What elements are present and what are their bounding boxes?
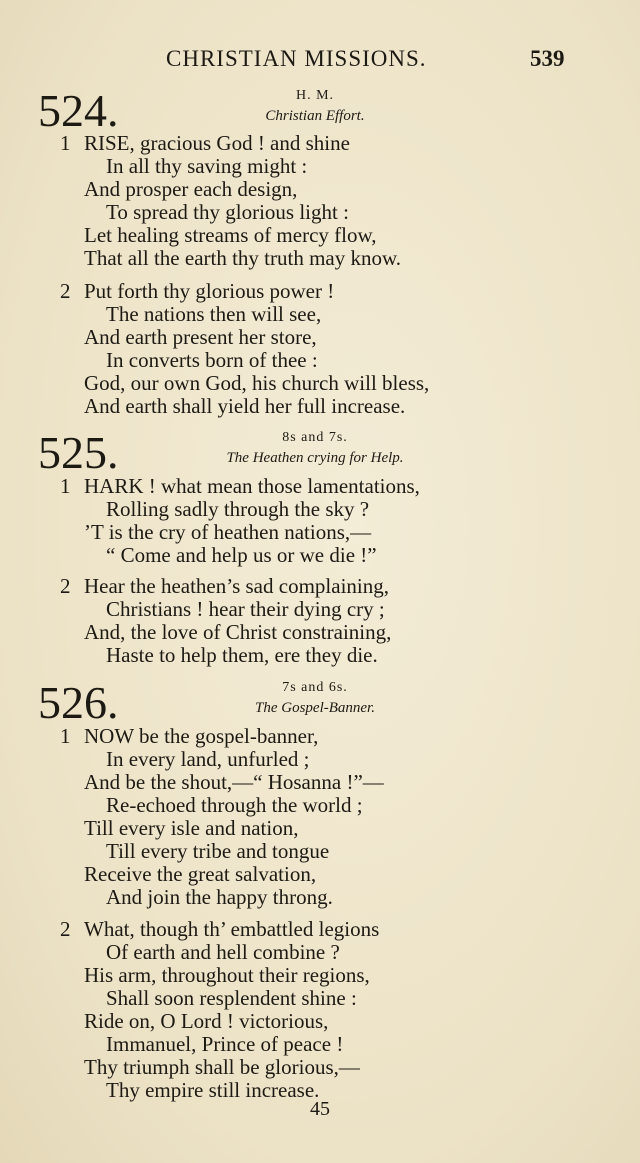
verse-line: In converts born of thee : <box>106 348 318 372</box>
hymn-number: 525. <box>38 427 119 478</box>
running-title: CHRISTIAN MISSIONS. <box>166 46 427 71</box>
verse-line: Hear the heathen’s sad complaining, <box>84 574 389 598</box>
verse-line: “ Come and help us or we die !” <box>106 543 377 567</box>
hymn-number: 524. <box>38 85 119 136</box>
verse-number: 1 <box>60 131 71 155</box>
hymn-subtitle: The Heathen crying for Help. <box>226 450 404 466</box>
running-header <box>0 46 640 76</box>
verse-line: And, the love of Christ constraining, <box>84 620 392 644</box>
verse-line: RISE, gracious God ! and shine <box>84 131 350 155</box>
verse-line: Re-echoed through the world ; <box>106 793 363 817</box>
verse-line: The nations then will see, <box>106 302 322 326</box>
hymn-meter: 8s and 7s. <box>282 430 348 445</box>
verse-line: Of earth and hell combine ? <box>106 940 340 964</box>
verse-line: In all thy saving might : <box>106 154 308 178</box>
verse-line: And earth shall yield her full increase. <box>84 394 406 418</box>
verse-line: His arm, throughout their regions, <box>84 963 370 987</box>
verse-line: And earth present her store, <box>84 325 317 349</box>
verse-line: HARK ! what mean those lamentations, <box>84 474 420 498</box>
verse-number: 2 <box>60 574 71 598</box>
verse-line: Christians ! hear their dying cry ; <box>106 597 385 621</box>
page-number: 539 <box>530 46 565 71</box>
verse-line: Ride on, O Lord ! victorious, <box>84 1009 329 1033</box>
hymn-subtitle: The Gospel-Banner. <box>255 700 375 716</box>
verse-number: 2 <box>60 917 71 941</box>
verse-number: 2 <box>60 279 71 303</box>
verse-line: NOW be the gospel-banner, <box>84 724 319 748</box>
verse-line: Haste to help them, ere they die. <box>106 643 378 667</box>
hymn-meter: H. M. <box>295 88 335 103</box>
hymn-meter: 7s and 6s. <box>282 680 348 695</box>
verse-line: Receive the great salvation, <box>84 862 317 886</box>
verse-line: What, though th’ embattled legions <box>84 917 380 941</box>
hymn-subtitle: Christian Effort. <box>265 108 365 124</box>
verse-line: Put forth thy glorious power ! <box>84 279 335 303</box>
verse-line: God, our own God, his church will bless, <box>84 371 430 395</box>
verse-number: 1 <box>60 724 71 748</box>
verse-line: Shall soon resplendent shine : <box>106 986 357 1010</box>
verse-line: Thy empire still increase. <box>106 1078 320 1102</box>
verse-line: Rolling sadly through the sky ? <box>106 497 370 521</box>
hymn-number: 526. <box>38 677 119 728</box>
verse-number: 1 <box>60 474 71 498</box>
verse-line: Immanuel, Prince of peace ! <box>106 1032 344 1056</box>
verse-line: And join the happy throng. <box>106 885 333 909</box>
verse-line: ’T is the cry of heathen nations,— <box>84 520 372 544</box>
verse-line: Let healing streams of mercy flow, <box>84 223 377 247</box>
signature-mark: 45 <box>310 1098 330 1120</box>
verse-line: And prosper each design, <box>84 177 298 201</box>
verse-line: Thy triumph shall be glorious,— <box>84 1055 360 1079</box>
verse-line: Till every isle and nation, <box>84 816 299 840</box>
verse-line: To spread thy glorious light : <box>106 200 349 224</box>
verse-line: That all the earth thy truth may know. <box>84 246 402 270</box>
verse-line: Till every tribe and tongue <box>106 839 330 863</box>
verse-line: In every land, unfurled ; <box>106 747 310 771</box>
verse-line: And be the shout,—“ Hosanna !”— <box>84 770 384 794</box>
